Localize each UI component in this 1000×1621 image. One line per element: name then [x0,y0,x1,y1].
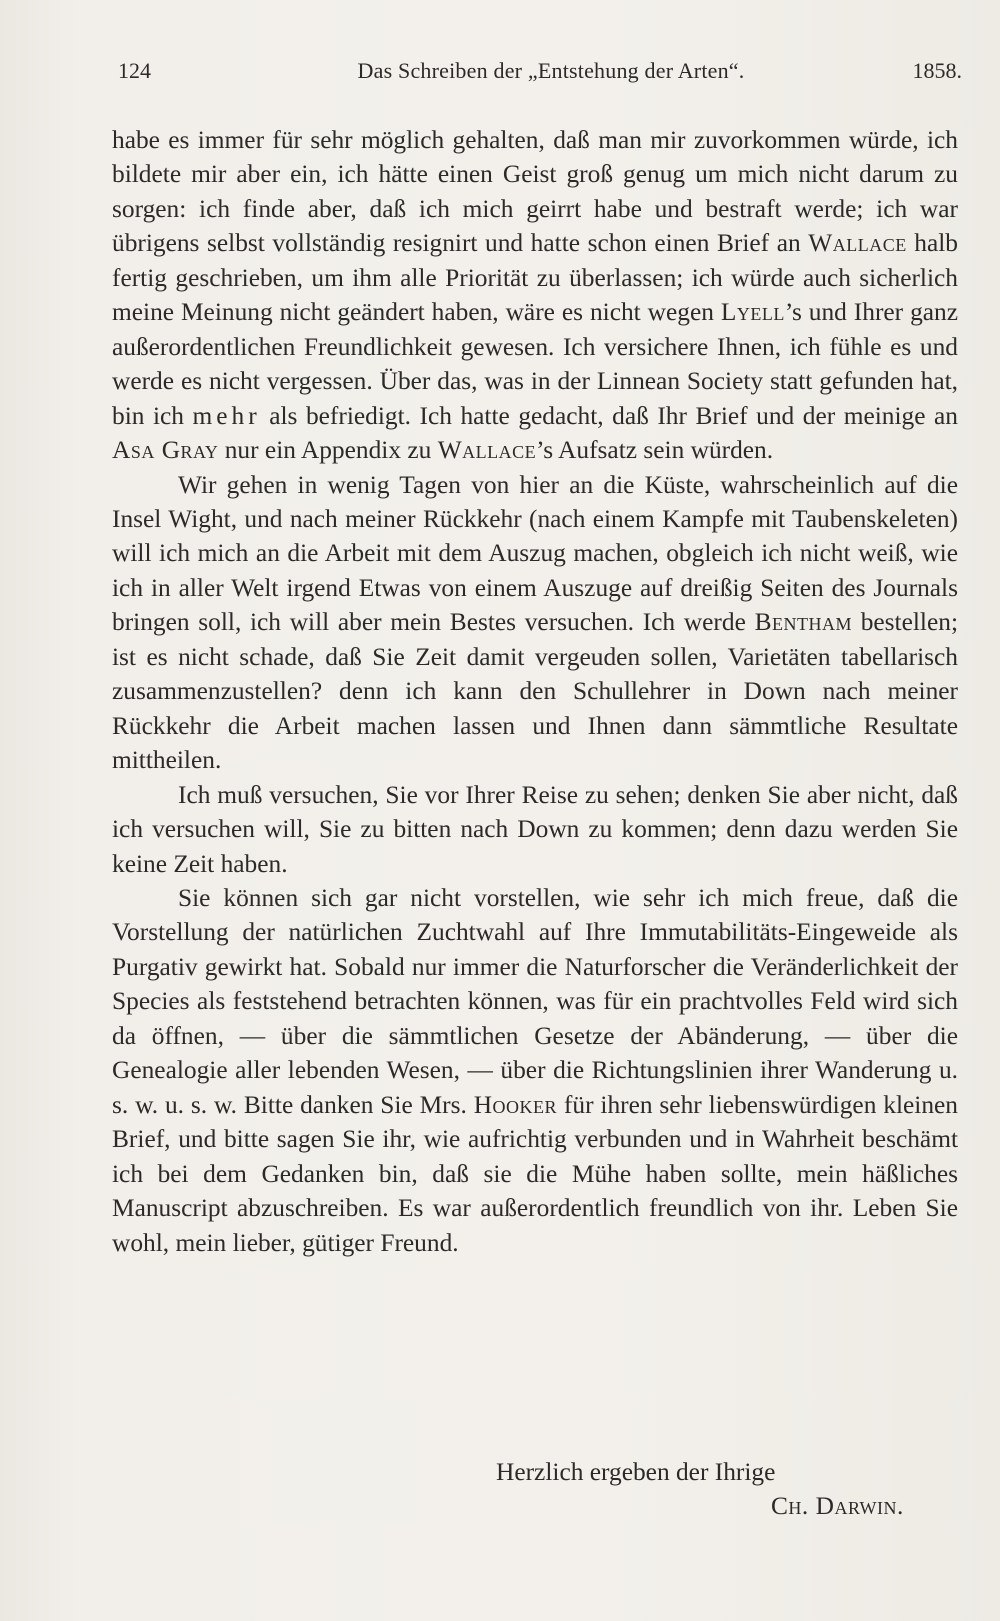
name-hooker: Hooker [473,1090,558,1119]
letter-body [112,123,958,1260]
paragraph-3: Ich muß versuchen, Sie vor Ihrer Reise zu sehen; denken Sie aber nicht, daß ich versuchen will, Sie zu bitten nach Down zu kommen; denn dazu werden Sie keine Zeit haben. [112,780,958,878]
paragraph-2: Wir gehen in wenig Tagen von hier an die Küste, wahrscheinlich auf die Insel Wight, und nach meiner Rückkehr (nach einem Kampfe mit Taubenskeleten) will ich mich an die Arbeit mit dem Auszug machen, obgleich ich nicht weiß, wie ich in aller Welt irgend Etwas von einem Auszuge auf dreißig Seiten des Journals bringen soll, ich will aber mein Bestes versuchen. Ich werde Bentham bestellen; ist es nicht schade, daß Sie Zeit damit vergeuden sollen, Varietäten tabellarisch zusammenzustellen? denn ich kann den Schullehrer in Down nach meiner Rückkehr die Arbeit machen lassen und Ihnen dann sämmtliche Resultate mittheilen. [112,470,958,775]
page-number: 124 [118,58,151,83]
name-lyell: Lyell [720,298,785,327]
paragraph-4: Sie können sich gar nicht vorstellen, wie sehr ich mich freue, daß die Vorstellung der natürlichen Zuchtwahl auf Ihre Immutabilitäts-Eingeweide als Purgativ gewirkt hat. Sobald nur immer die Naturforscher die Veränderlichkeit der Species als feststehend betrachten können, was für ein prachtvolles Feld wird sich da öffnen, — über die sämmtlichen Gesetze der Abänderung, — über die Genealogie aller lebenden Wesen, — über die Richtungslinien ihrer Wanderung u. s. w. u. s. w. Bitte danken Sie Mrs. Hooker für ihren sehr liebenswürdigen kleinen Brief, und bitte sagen Sie ihr, wie aufrichtig verbunden und in Wahrheit beschämt ich bei dem Gedanken bin, daß sie die Mühe haben sollte, mein häßliches Manuscript abzuschreiben. Es war außerordentlich freundlich von ihr. Leben Sie wohl, mein lieber, gütiger Freund. [112,883,958,1257]
closing-salutation: Herzlich ergeben der Ihrige [496,1458,776,1486]
name-bentham: Bentham [754,608,852,637]
paragraph-1: habe es immer für sehr möglich gehalten, daß man mir zuvorkommen würde, ich bildete mir aber ein, ich hätte einen Geist groß genug um mich nicht darum zu sorgen: ich finde aber, daß ich mich geirrt habe und bestraft werde; ich war übrigens selbst vollständig resignirt und hatte schon einen Brief an Wallace halb fertig geschrieben, um ihm alle Priorität zu überlassen; ich würde auch sicherlich meine Meinung nicht geändert haben, wäre es nicht wegen Lyell’s und Ihrer ganz außerordentlichen Freundlichkeit gewesen. Ich versichere Ihnen, ich fühle es und werde es nicht vergessen. Über das, was in der Linnean Society statt gefunden hat, bin ich mehr als befriedigt. Ich hatte gedacht, daß Ihr Brief und der meinige an Asa Gray nur ein Appendix zu Wallace’s Aufsatz sein würden. [112,126,959,465]
emphasis-mehr: mehr [192,401,261,430]
header-year: 1858. [912,58,962,83]
name-wallace: Wallace [808,229,907,258]
signature: Ch. Darwin. [771,1492,904,1520]
running-title: Das Schreiben der „Entstehung der Arten“. [357,58,745,83]
name-asa-gray: Asa Gray [112,436,219,465]
name-wallace: Wallace [437,436,537,465]
page-header [118,58,962,98]
